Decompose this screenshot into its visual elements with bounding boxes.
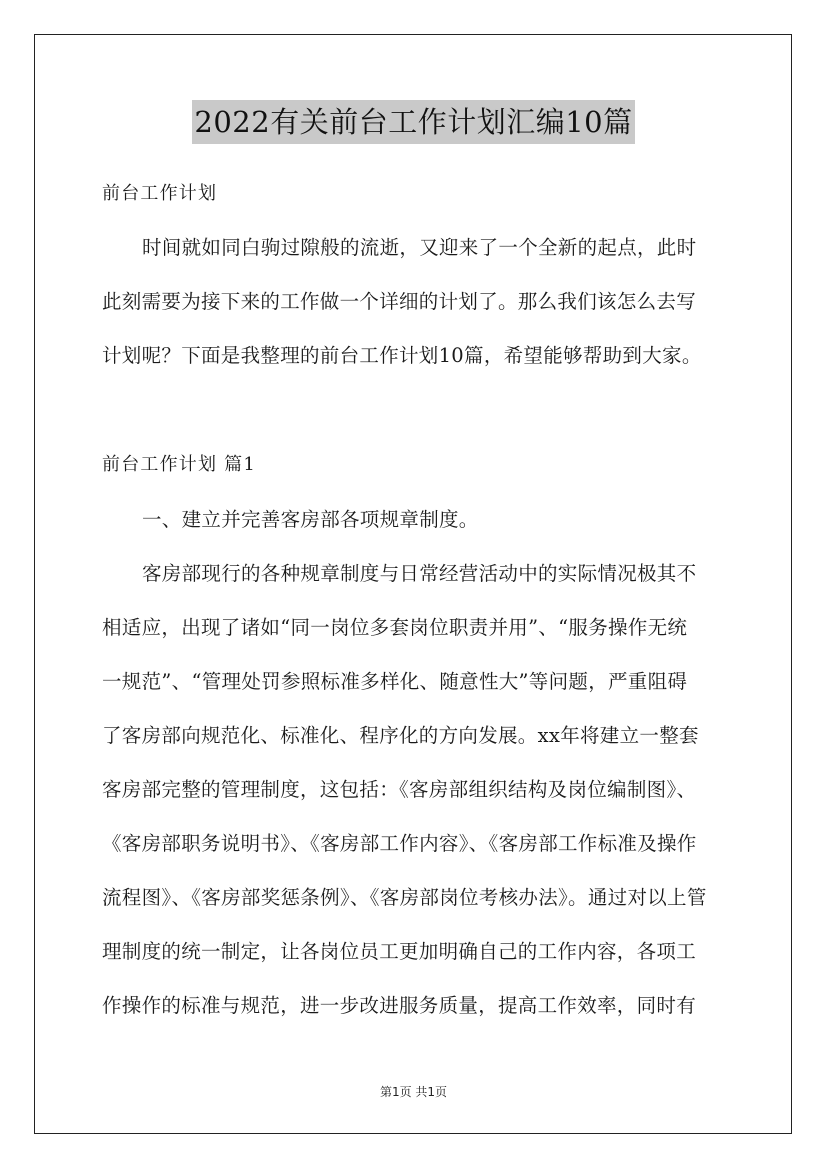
document-title: 2022有关前台工作计划汇编10篇 xyxy=(192,100,634,144)
section-heading: 前台工作计划 篇1 xyxy=(102,454,256,475)
intro-line: 此刻需要为接下来的工作做一个详细的计划了。那么我们该怎么去写 xyxy=(102,290,697,313)
body-line: 客房部现行的各种规章制度与日常经营活动中的实际情况极其不 xyxy=(142,562,697,585)
item-heading: 一、建立并完善客房部各项规章制度。 xyxy=(142,508,479,531)
body-line: 流程图》、《客房部奖惩条例》、《客房部岗位考核办法》。通过对以上管 xyxy=(102,886,707,909)
body-line: 理制度的统一制定，让各岗位员工更加明确自己的工作内容，各项工 xyxy=(102,940,697,963)
title-container xyxy=(0,100,827,144)
body-line: 了客房部向规范化、标准化、程序化的方向发展。xx年将建立一整套 xyxy=(102,724,699,747)
intro-line: 计划呢？下面是我整理的前台工作计划10篇，希望能够帮助到大家。 xyxy=(102,344,702,367)
intro-line: 时间就如同白驹过隙般的流逝，又迎来了一个全新的起点，此时 xyxy=(142,236,697,259)
body-line: 客房部完整的管理制度，这包括：《客房部组织结构及岗位编制图》、 xyxy=(102,778,697,801)
body-line: 作操作的标准与规范，进一步改进服务质量，提高工作效率，同时有 xyxy=(102,994,697,1017)
body-line: 《客房部职务说明书》、《客房部工作内容》、《客房部工作标准及操作 xyxy=(102,832,697,855)
intro-heading: 前台工作计划 xyxy=(102,183,218,204)
body-line: 一规范”、“管理处罚参照标准多样化、随意性大”等问题，严重阻碍 xyxy=(102,670,688,693)
page-footer: 第1页 共1页 xyxy=(379,1085,448,1099)
body-line: 相适应，出现了诸如“同一岗位多套岗位职责并用”、“服务操作无统 xyxy=(102,616,688,639)
